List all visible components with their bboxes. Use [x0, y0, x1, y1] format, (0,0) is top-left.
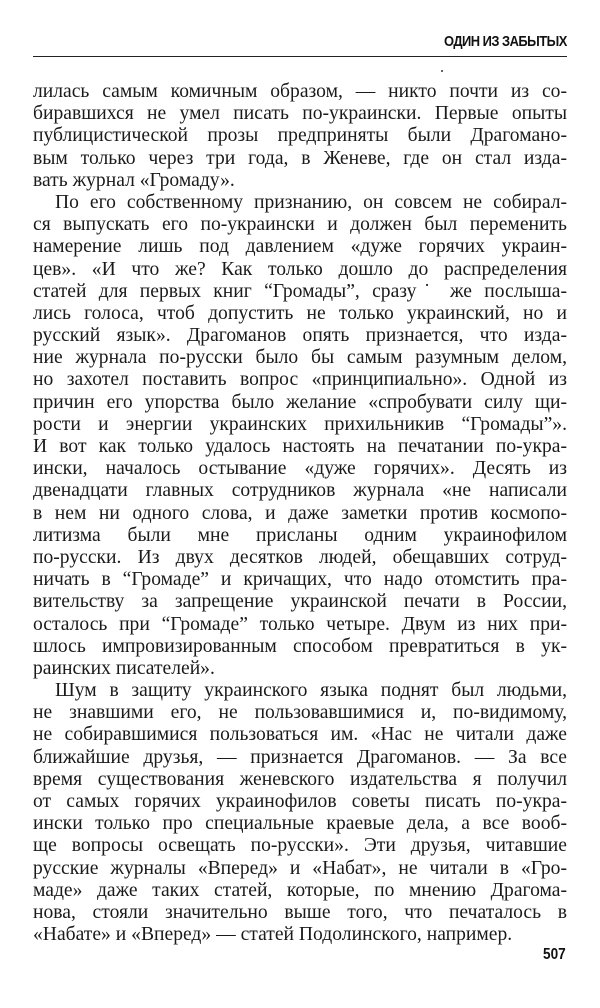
text-line: в нем ни одного слова, и даже заметки против космопо-: [33, 502, 567, 524]
text-line: литизма были мне присланы одним украинофилом: [33, 524, 567, 546]
text-line: цев». «И что же? Как только дошло до распределения: [33, 258, 567, 280]
text-line: русские журналы «Вперед» и «Набат», не читали в «Гро-: [33, 857, 567, 879]
text-line: намерение лишь под давлением «дуже горячих украин-: [33, 236, 567, 258]
print-speck: [441, 70, 443, 72]
text-line: статей для первых книг “Громады”, сразу˙ же послыша-: [33, 280, 567, 302]
text-line: осталось при “Громаде” только четыре. Двум из них при-: [33, 613, 567, 635]
text-line: Шум в защиту украинского языка поднят был людьми,: [55, 680, 567, 702]
text-line: ничать в “Громаде” и кричащих, что надо отомстить пра-: [33, 569, 567, 591]
text-line: шлось импровизированным способом превратиться в ук-: [33, 635, 567, 657]
text-line: вым только через три года, в Женеве, где он стал изда-: [33, 147, 567, 169]
text-line: вительству за запрещение украинской печати в России,: [33, 591, 567, 613]
text-line: русский язык». Драгоманов опять признается, что изда-: [33, 325, 567, 347]
text-line: лилась самым комичным образом, — никто почти из со-: [33, 81, 567, 102]
paragraph: [33, 192, 567, 680]
text-line: двенадцати главных сотрудников журнала «не написали: [33, 480, 567, 502]
text-line: причин его упорства было желание «спробувати силу щи-: [33, 391, 567, 413]
text-line: ние журнала по-русски было бы самым разумным делом,: [33, 347, 567, 369]
text-line: не собиравшимися пользоваться им. «Нас не читали даже: [33, 724, 567, 746]
text-line: По его собственному признанию, он совсем не собирал-: [55, 191, 567, 213]
text-line: но захотел поставить вопрос «принципиально». Одной из: [33, 369, 567, 391]
text-line: И вот как только удалось настоять на печатании по-укра-: [33, 436, 567, 457]
text-line: ще вопросы освещать по-русски». Эти друзья, читавшие: [33, 835, 567, 857]
text-line: биравшихся не умел писать по-украински. Первые опыты: [33, 103, 567, 125]
text-line: публицистической прозы предприняты были Драгомано-: [33, 125, 567, 147]
text-line: ински, началось остывание «дуже горячих». Десять из: [33, 458, 567, 480]
page-number: 507: [543, 946, 566, 963]
text-line: по-русски. Из двух десятков людей, обещавших сотруд-: [33, 546, 567, 568]
text-line: ближайшие друзья, — признается Драгоманов. — За все: [33, 746, 567, 768]
text-line: нова, стояли значительно выше того, что печаталось в: [33, 901, 567, 923]
paragraph: [33, 81, 567, 192]
text-line: маде» даже таких статей, которые, по мнению Драгома-: [33, 879, 567, 901]
text-line: вать журнал «Громаду».: [33, 169, 235, 191]
header-rule: [33, 56, 567, 57]
text-line: ински только про специальные краевые дела, а все вооб-: [33, 813, 567, 835]
text-line: лись голоса, чтоб допустить не только украинский, но и: [33, 302, 567, 324]
text-line: не знавшими его, не пользовавшимися и, по-видимому,: [33, 702, 567, 724]
body-text: [33, 81, 567, 946]
running-head: ОДИН ИЗ ЗАБЫТЫХ: [444, 33, 567, 50]
text-line: ся выпускать его по-украински и должен был переменить: [33, 214, 567, 236]
paragraph: [33, 680, 567, 946]
text-line: раинских писателей».: [33, 657, 215, 679]
text-line: от самых горячих украинофилов советы писать по-укра-: [33, 791, 567, 812]
text-line: рости и энергии украинских прихильникив “Громады”».: [33, 413, 567, 435]
text-line: «Набате» и «Вперед» — статей Подолинского, например.: [33, 924, 513, 946]
text-line: время существования женевского издательства я получил: [33, 768, 567, 790]
